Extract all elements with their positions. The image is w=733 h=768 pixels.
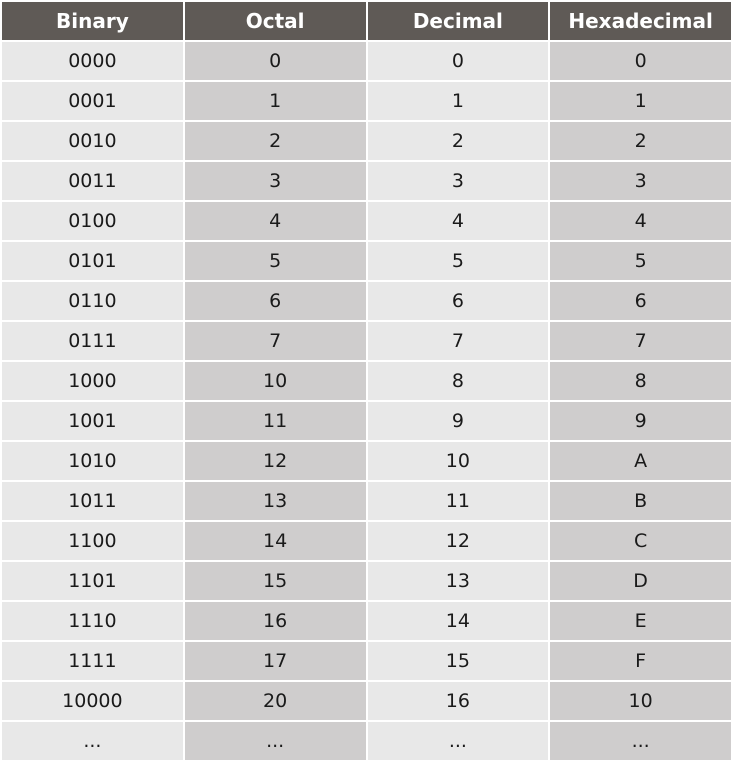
binary-cell: 1001 bbox=[2, 402, 183, 440]
hexadecimal-cell: 0 bbox=[550, 42, 731, 80]
octal-cell: 1 bbox=[185, 82, 366, 120]
table-row bbox=[2, 162, 731, 200]
hexadecimal-cell: F bbox=[550, 642, 731, 680]
hexadecimal-cell: 7 bbox=[550, 322, 731, 360]
octal-cell: 16 bbox=[185, 602, 366, 640]
hexadecimal-cell: 6 bbox=[550, 282, 731, 320]
decimal-cell: 1 bbox=[368, 82, 549, 120]
binary-cell: 1000 bbox=[2, 362, 183, 400]
octal-cell: 14 bbox=[185, 522, 366, 560]
binary-cell: 1111 bbox=[2, 642, 183, 680]
binary-cell: 1100 bbox=[2, 522, 183, 560]
decimal-cell: ... bbox=[368, 722, 549, 760]
octal-cell: 0 bbox=[185, 42, 366, 80]
header-hexadecimal: Hexadecimal bbox=[550, 2, 731, 40]
octal-cell: 4 bbox=[185, 202, 366, 240]
decimal-cell: 0 bbox=[368, 42, 549, 80]
decimal-cell: 15 bbox=[368, 642, 549, 680]
octal-cell: 12 bbox=[185, 442, 366, 480]
binary-cell: 1110 bbox=[2, 602, 183, 640]
decimal-cell: 5 bbox=[368, 242, 549, 280]
table-row bbox=[2, 602, 731, 640]
octal-cell: 11 bbox=[185, 402, 366, 440]
table-row bbox=[2, 122, 731, 160]
decimal-cell: 10 bbox=[368, 442, 549, 480]
hexadecimal-cell: 4 bbox=[550, 202, 731, 240]
binary-cell: 10000 bbox=[2, 682, 183, 720]
table-row bbox=[2, 402, 731, 440]
table-row bbox=[2, 682, 731, 720]
table-row bbox=[2, 42, 731, 80]
header-decimal: Decimal bbox=[368, 2, 549, 40]
decimal-cell: 9 bbox=[368, 402, 549, 440]
header-row bbox=[2, 2, 731, 40]
binary-cell: 1011 bbox=[2, 482, 183, 520]
octal-cell: 5 bbox=[185, 242, 366, 280]
hexadecimal-cell: C bbox=[550, 522, 731, 560]
binary-cell: 0011 bbox=[2, 162, 183, 200]
table-row bbox=[2, 562, 731, 600]
octal-cell: 10 bbox=[185, 362, 366, 400]
table-row bbox=[2, 642, 731, 680]
hexadecimal-cell: 3 bbox=[550, 162, 731, 200]
binary-cell: 0110 bbox=[2, 282, 183, 320]
binary-cell: 0000 bbox=[2, 42, 183, 80]
binary-cell: 0111 bbox=[2, 322, 183, 360]
decimal-cell: 16 bbox=[368, 682, 549, 720]
octal-cell: 15 bbox=[185, 562, 366, 600]
binary-cell: 0101 bbox=[2, 242, 183, 280]
table-row bbox=[2, 442, 731, 480]
table-row bbox=[2, 522, 731, 560]
binary-cell: 0001 bbox=[2, 82, 183, 120]
decimal-cell: 11 bbox=[368, 482, 549, 520]
hexadecimal-cell: D bbox=[550, 562, 731, 600]
decimal-cell: 13 bbox=[368, 562, 549, 600]
table-row bbox=[2, 482, 731, 520]
decimal-cell: 7 bbox=[368, 322, 549, 360]
hexadecimal-cell: 10 bbox=[550, 682, 731, 720]
decimal-cell: 2 bbox=[368, 122, 549, 160]
table-row bbox=[2, 322, 731, 360]
hexadecimal-cell: 8 bbox=[550, 362, 731, 400]
binary-cell: 0010 bbox=[2, 122, 183, 160]
octal-cell: ... bbox=[185, 722, 366, 760]
binary-cell: ... bbox=[2, 722, 183, 760]
table-row bbox=[2, 362, 731, 400]
octal-cell: 20 bbox=[185, 682, 366, 720]
octal-cell: 3 bbox=[185, 162, 366, 200]
hexadecimal-cell: E bbox=[550, 602, 731, 640]
table-row bbox=[2, 82, 731, 120]
binary-cell: 0100 bbox=[2, 202, 183, 240]
hexadecimal-cell: 5 bbox=[550, 242, 731, 280]
hexadecimal-cell: 1 bbox=[550, 82, 731, 120]
decimal-cell: 4 bbox=[368, 202, 549, 240]
octal-cell: 17 bbox=[185, 642, 366, 680]
table-row bbox=[2, 722, 731, 760]
table-row bbox=[2, 242, 731, 280]
octal-cell: 13 bbox=[185, 482, 366, 520]
hexadecimal-cell: 9 bbox=[550, 402, 731, 440]
decimal-cell: 6 bbox=[368, 282, 549, 320]
header-octal: Octal bbox=[185, 2, 366, 40]
octal-cell: 7 bbox=[185, 322, 366, 360]
decimal-cell: 8 bbox=[368, 362, 549, 400]
table-row bbox=[2, 202, 731, 240]
hexadecimal-cell: ... bbox=[550, 722, 731, 760]
table-row bbox=[2, 282, 731, 320]
decimal-cell: 14 bbox=[368, 602, 549, 640]
hexadecimal-cell: 2 bbox=[550, 122, 731, 160]
binary-cell: 1010 bbox=[2, 442, 183, 480]
octal-cell: 6 bbox=[185, 282, 366, 320]
hexadecimal-cell: A bbox=[550, 442, 731, 480]
octal-cell: 2 bbox=[185, 122, 366, 160]
decimal-cell: 12 bbox=[368, 522, 549, 560]
decimal-cell: 3 bbox=[368, 162, 549, 200]
header-binary: Binary bbox=[2, 2, 183, 40]
hexadecimal-cell: B bbox=[550, 482, 731, 520]
binary-cell: 1101 bbox=[2, 562, 183, 600]
